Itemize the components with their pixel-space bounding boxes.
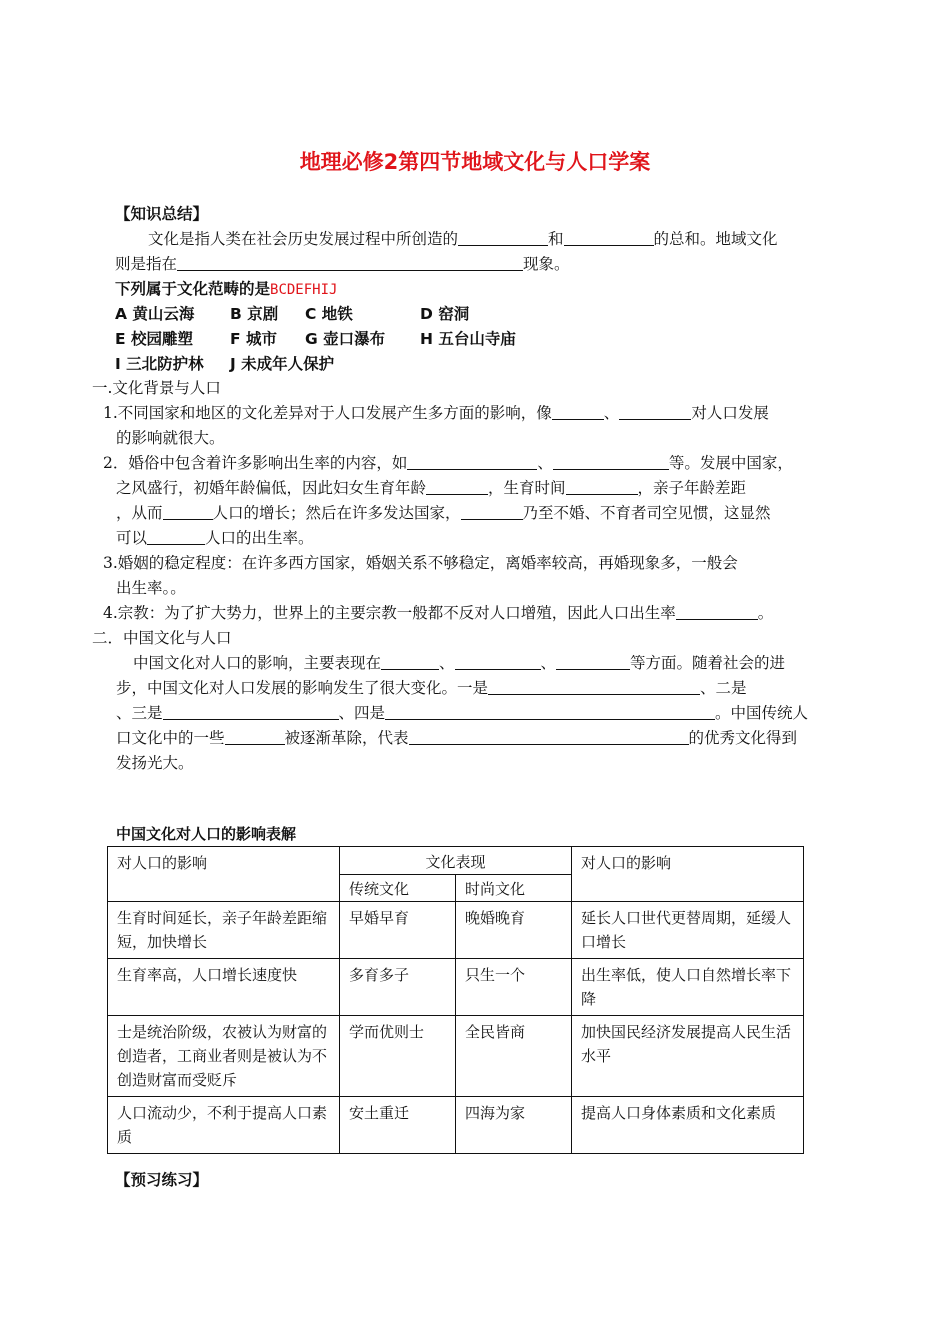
table-cell: 生育率高，人口增长速度快	[108, 959, 340, 1016]
section-heading: 一.文化背景与人口	[92, 379, 221, 397]
option-item: J 未成年人保护	[230, 355, 335, 373]
table-cell: 晚婚晚育	[456, 902, 572, 959]
table-cell: 人口流动少，不利于提高人口素质	[108, 1097, 340, 1154]
table-cell: 早婚早育	[340, 902, 456, 959]
subheader-cell: 传统文化	[340, 875, 456, 902]
option-item: B 京剧	[230, 305, 279, 323]
option-item: C 地铁	[305, 305, 353, 323]
paragraph-line: 4.宗教：为了扩大势力，世界上的主要宗教一般都不反对人口增殖，因此人口出生率 。	[103, 601, 773, 625]
blank-field[interactable]	[163, 701, 339, 720]
answer-text: BCDEFHIJ	[270, 282, 338, 298]
blank-field[interactable]	[566, 476, 638, 495]
blank-field[interactable]	[458, 227, 548, 246]
table-cell: 士是统治阶级，农被认为财富的创造者，工商业者则是被认为不创造财富而受贬斥	[108, 1016, 340, 1097]
table-cell: 生育时间延长，亲子年龄差距缩短，加快增长	[108, 902, 340, 959]
blank-field[interactable]	[553, 451, 669, 470]
paragraph-line: 口文化中的一些 被逐渐革除，代表 的优秀文化得到	[116, 726, 797, 750]
blank-field[interactable]	[426, 476, 488, 495]
section-heading: 二．中国文化与人口	[92, 629, 232, 647]
table-row	[108, 1016, 804, 1097]
influence-table	[107, 846, 804, 1154]
blank-field[interactable]	[147, 526, 205, 545]
blank-field[interactable]	[676, 601, 758, 620]
blank-field[interactable]	[407, 451, 537, 470]
table-cell: 四海为家	[456, 1097, 572, 1154]
paragraph-line: 1.不同国家和地区的文化差异对于人口发展产生多方面的影响，像 、 对人口发展	[103, 401, 769, 425]
paragraph-line: 发扬光大。	[116, 754, 194, 772]
table-row	[108, 1097, 804, 1154]
option-item: E 校园雕塑	[115, 330, 193, 348]
table-cell: 出生率低，使人口自然增长率下降	[572, 959, 804, 1016]
table-cell: 提高人口身体素质和文化素质	[572, 1097, 804, 1154]
blank-field[interactable]	[455, 651, 541, 670]
option-item: F 城市	[230, 330, 277, 348]
summary-line-2: 则是指在 现象。	[115, 252, 570, 276]
blank-field[interactable]	[163, 501, 213, 520]
table-row	[108, 959, 804, 1016]
option-item: I 三北防护林	[115, 355, 204, 373]
paragraph-line: 2．婚俗中包含着许多影响出生率的内容，如 、 等。发展中国家，	[103, 451, 793, 475]
paragraph-line: 步，中国文化对人口发展的影响发生了很大变化。一是 、二是	[116, 676, 747, 700]
subheader-cell: 时尚文化	[456, 875, 572, 902]
blank-field[interactable]	[409, 726, 689, 745]
paragraph-line: 中国文化对人口的影响，主要表现在 、 、 等方面。随着社会的进	[133, 651, 785, 675]
page-title: 地理必修2第四节地域文化与人口学案	[299, 150, 651, 174]
blank-field[interactable]	[619, 401, 691, 420]
practice-heading: 【预习练习】	[115, 1171, 209, 1189]
table-cell: 加快国民经济发展提高人民生活水平	[572, 1016, 804, 1097]
blank-field[interactable]	[556, 651, 630, 670]
option-item: A 黄山云海	[115, 305, 195, 323]
blank-field[interactable]	[488, 676, 700, 695]
header-cell: 文化表现	[340, 847, 572, 875]
table-cell: 只生一个	[456, 959, 572, 1016]
table-caption: 中国文化对人口的影响表解	[116, 825, 297, 843]
blank-field[interactable]	[385, 701, 715, 720]
table-cell: 安土重迁	[340, 1097, 456, 1154]
blank-field[interactable]	[552, 401, 604, 420]
table-header-row	[108, 847, 804, 875]
summary-question: 下列属于文化范畴的是BCDEFHIJ	[115, 280, 338, 298]
header-cell: 对人口的影响	[108, 847, 340, 902]
table-row	[108, 902, 804, 959]
table-cell: 多育多子	[340, 959, 456, 1016]
paragraph-line: 3.婚姻的稳定程度：在许多西方国家，婚姻关系不够稳定，离婚率较高，再婚现象多，一般会	[103, 554, 738, 572]
blank-field[interactable]	[381, 651, 439, 670]
blank-field[interactable]	[461, 501, 523, 520]
blank-field[interactable]	[177, 252, 523, 271]
paragraph-line: 、三是 、四是 。中国传统人	[116, 701, 808, 725]
header-cell: 对人口的影响	[572, 847, 804, 902]
table-cell: 学而优则士	[340, 1016, 456, 1097]
paragraph-line: 的影响就很大。	[116, 429, 225, 447]
summary-heading: 【知识总结】	[115, 205, 209, 223]
summary-line-1: 文化是指人类在社会历史发展过程中所创造的 和 的总和。地域文化	[148, 227, 778, 251]
option-item: D 窑洞	[420, 305, 470, 323]
option-item: G 壶口瀑布	[305, 330, 386, 348]
option-item: H 五台山寺庙	[420, 330, 516, 348]
blank-field[interactable]	[225, 726, 285, 745]
paragraph-line: 之风盛行，初婚年龄偏低，因此妇女生育年龄 ，生育时间 ，亲子年龄差距	[116, 476, 746, 500]
paragraph-line: 可以 人口的出生率。	[116, 526, 314, 550]
paragraph-line: ，从而 人口的增长；然后在许多发达国家， 乃至不婚、不育者司空见惯，这显然	[116, 501, 771, 525]
table-cell: 延长人口世代更替周期，延缓人口增长	[572, 902, 804, 959]
paragraph-line: 出生率。。	[116, 579, 186, 597]
blank-field[interactable]	[564, 227, 654, 246]
table-cell: 全民皆商	[456, 1016, 572, 1097]
